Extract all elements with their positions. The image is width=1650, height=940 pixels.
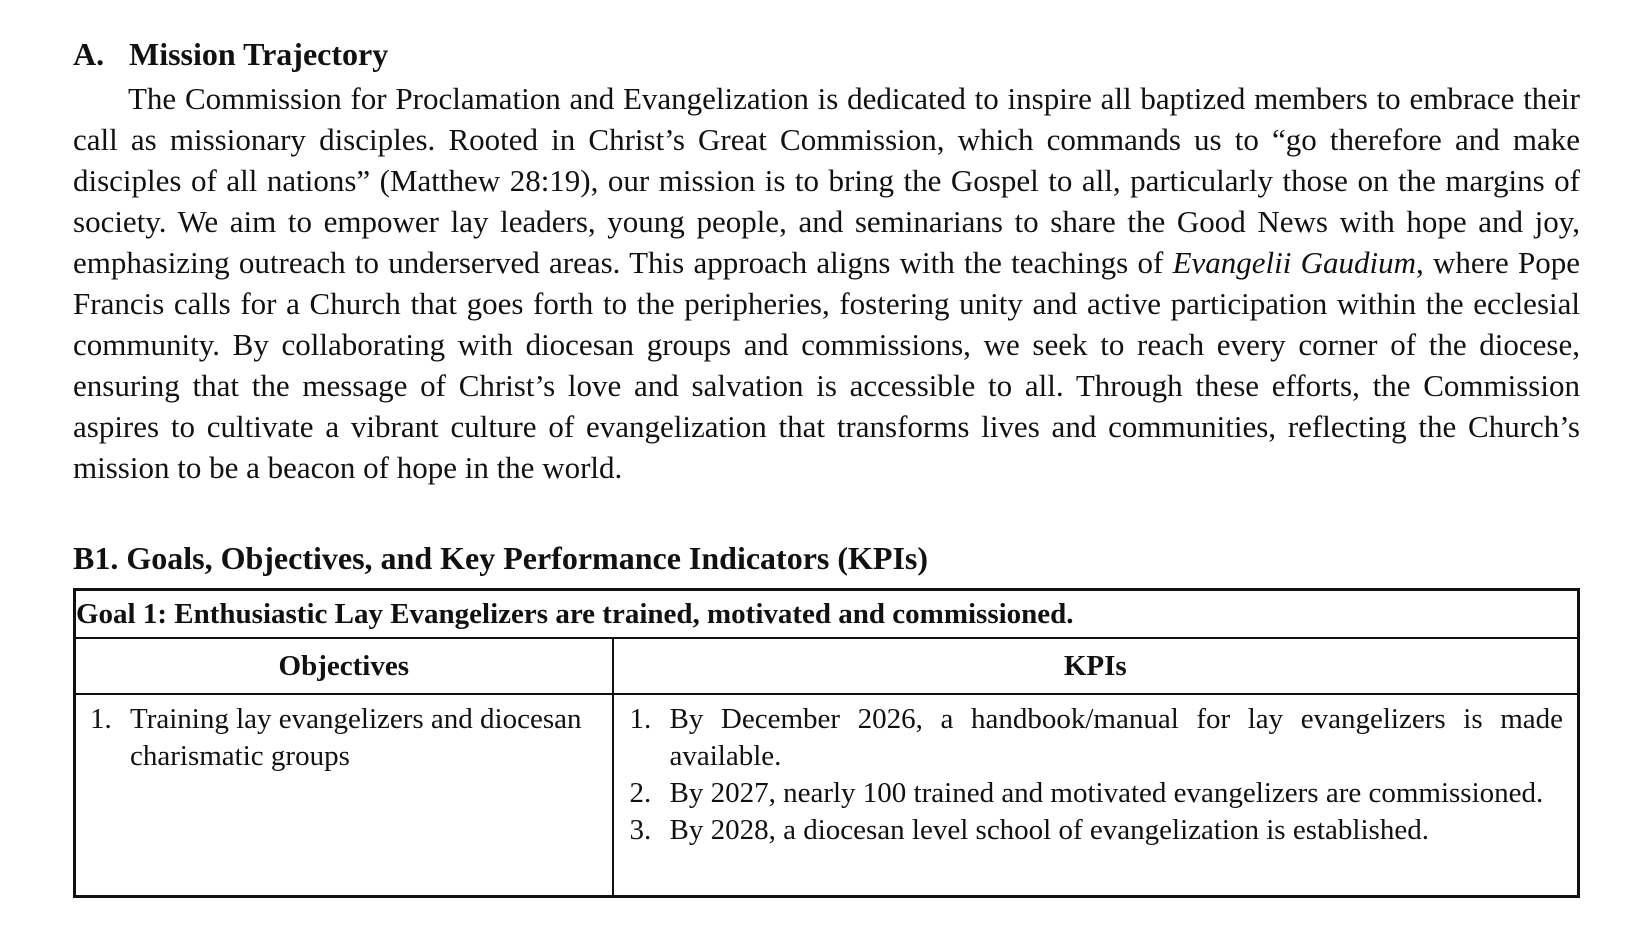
kpis-list bbox=[614, 701, 1578, 849]
mission-paragraph bbox=[73, 78, 1580, 488]
kpi-number: 1. bbox=[629, 703, 652, 735]
table-row bbox=[75, 694, 1579, 897]
list-item bbox=[630, 701, 1564, 775]
table-header-row bbox=[75, 638, 1579, 694]
kpi-number: 2. bbox=[629, 777, 652, 809]
kpi-number: 3. bbox=[629, 814, 652, 846]
objectives-list bbox=[76, 701, 612, 775]
objectives-header: Objectives bbox=[75, 638, 613, 694]
goal-row bbox=[75, 590, 1579, 639]
kpi-text: By 2027, nearly 100 trained and motivated evangelizers are commissioned. bbox=[669, 777, 1544, 809]
section-a-letter: A. bbox=[73, 36, 105, 72]
mission-text-part-1: The Commission for Proclamation and Evangelization is dedicated to inspire all baptized members to embrace their call as missionary disciples. Rooted in Christ’s Great Commission, which commands us to “go therefore and make disciples of all nations” (Matthew 28:19), our mission is to bring the Gospel to all, particularly those on the margins of society. We aim to empower lay leaders, young people, and seminarians to share the Good News with hope and joy, emphasizing outreach to underserved areas. This approach aligns with the teachings of bbox=[73, 81, 1580, 280]
list-item bbox=[630, 812, 1564, 849]
kpis-header: KPIs bbox=[613, 638, 1579, 694]
mission-text-part-2: , where Pope Francis calls for a Church that goes forth to the peripheries, fostering unity and active participation within the ecclesial community. By collaborating with diocesan groups and commissions, we seek to reach every corner of the diocese, ensuring that the message of Christ’s love and salvation is accessible to all. Through these efforts, the Commission aspires to cultivate a vibrant culture of evangelization that transforms lives and communities, reflecting the Church’s mission to be a beacon of hope in the world. bbox=[73, 245, 1580, 485]
section-a-heading bbox=[73, 34, 1580, 74]
goal-table bbox=[73, 588, 1580, 898]
kpi-text: By December 2026, a handbook/manual for lay evangelizers is made available. bbox=[669, 703, 1563, 772]
list-item bbox=[630, 775, 1564, 812]
goal-cell: Goal 1: Enthusiastic Lay Evangelizers are trained, motivated and commissioned. bbox=[75, 590, 1579, 639]
kpis-cell bbox=[613, 694, 1579, 897]
objective-number: 1. bbox=[90, 703, 112, 735]
list-item bbox=[90, 701, 604, 775]
section-a-title: Mission Trajectory bbox=[129, 36, 389, 72]
objectives-cell bbox=[75, 694, 613, 897]
objective-text: Training lay evangelizers and diocesan charismatic groups bbox=[130, 703, 582, 772]
mission-italic-title: Evangelii Gaudium bbox=[1172, 245, 1416, 280]
kpi-text: By 2028, a diocesan level school of evangelization is established. bbox=[669, 814, 1429, 846]
section-b1-heading: B1. Goals, Objectives, and Key Performance Indicators (KPIs) bbox=[73, 540, 928, 576]
document-page bbox=[73, 34, 1580, 898]
